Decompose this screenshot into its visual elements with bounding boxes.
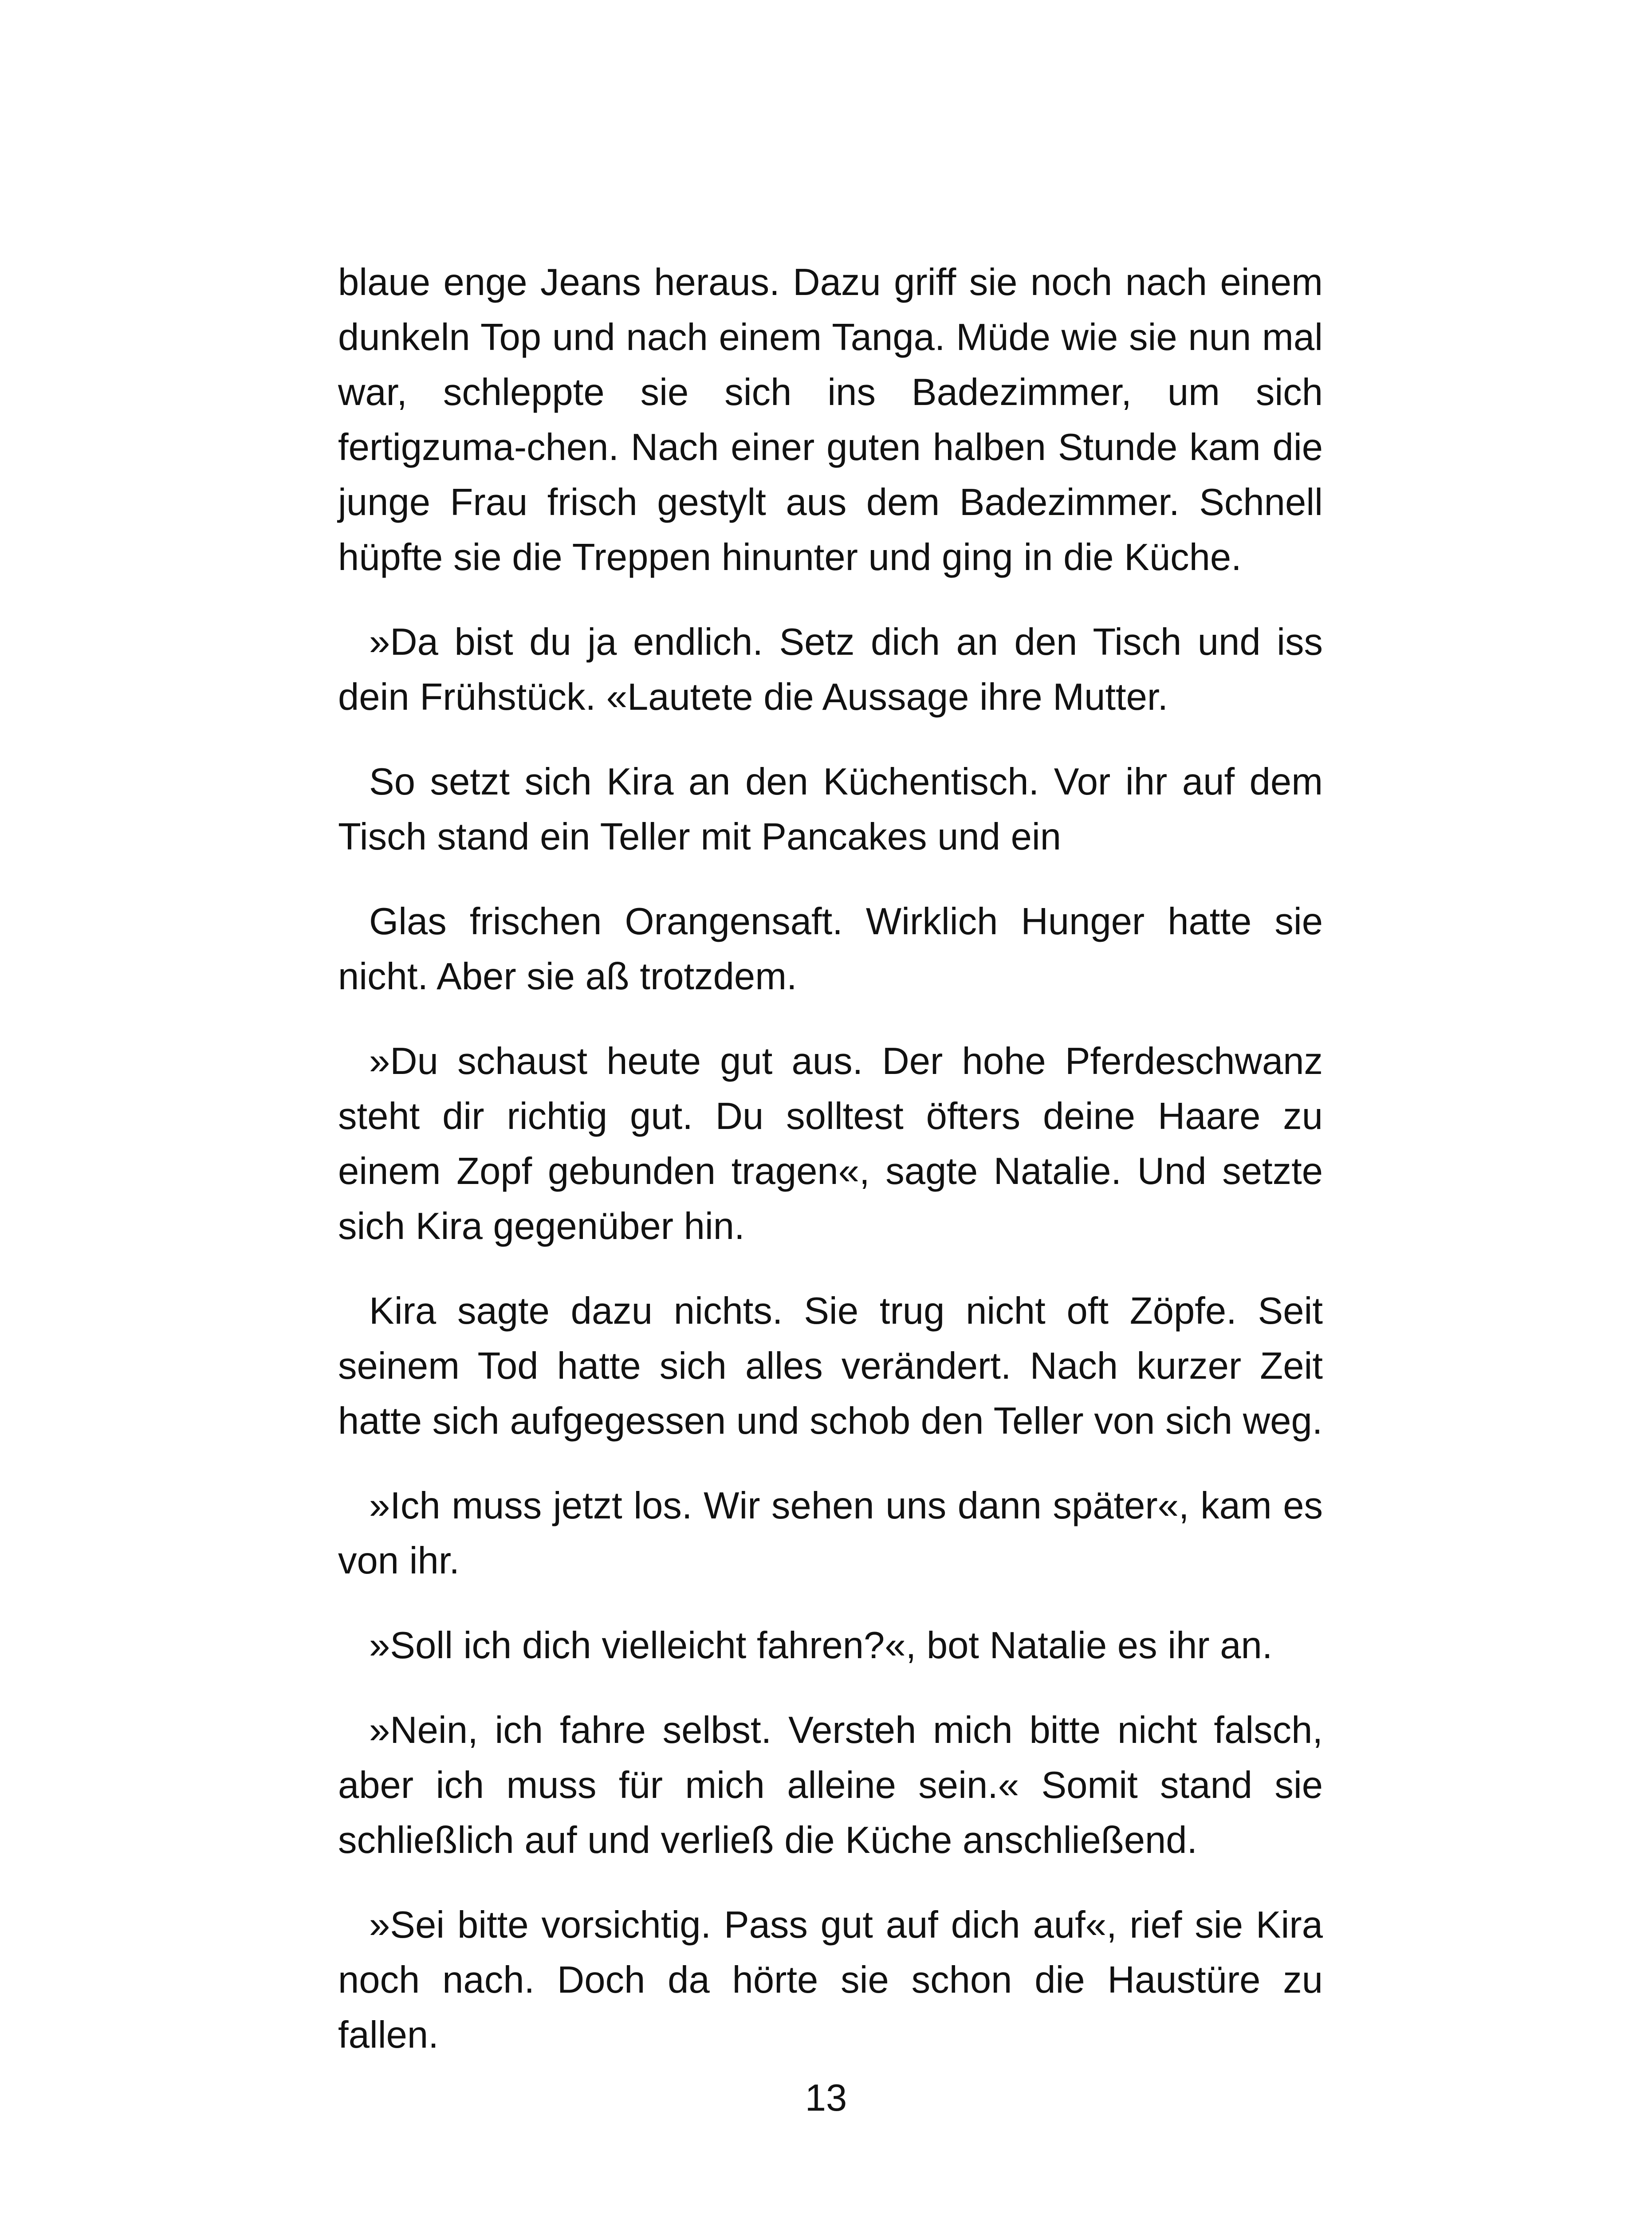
paragraph: So setzt sich Kira an den Küchentisch. Vor ihr auf dem Tisch stand ein Teller mit Pancakes und ein (338, 761, 1323, 858)
paragraph: »Du schaust heute gut aus. Der hohe Pferdeschwanz steht dir richtig gut. Du solltest öfters deine Haare zu einem Zopf gebunden tragen«, sagte Natalie. Und setzte sich Kira gegenüber hin. (338, 1040, 1323, 1247)
paragraph: »Sei bitte vorsichtig. Pass gut auf dich auf«, rief sie Kira noch nach. Doch da hörte sie schon die Haustüre zu fallen. (338, 1904, 1323, 2056)
paragraph: »Nein, ich fahre selbst. Versteh mich bitte nicht falsch, aber ich muss für mich alleine sein.« Somit stand sie schließlich auf und verließ die Küche anschließend. (338, 1709, 1323, 1861)
body-text (338, 255, 1323, 2092)
paragraph: »Ich muss jetzt los. Wir sehen uns dann später«, kam es von ihr. (338, 1485, 1323, 1582)
paragraph: Glas frischen Orangensaft. Wirklich Hunger hatte sie nicht. Aber sie aß trotzdem. (338, 901, 1323, 998)
paragraph: blaue enge Jeans heraus. Dazu griff sie noch nach einem dunkeln Top und nach einem Tanga. Müde wie sie nun mal war, schleppte sie sich ins Badezimmer, um sich fertigzuma-chen. Nach einer guten halben Stunde kam die junge Frau frisch gestylt aus dem Badezimmer. Schnell hüpfte sie die Treppen hinunter und ging in die Küche. (338, 261, 1323, 578)
paragraph: »Soll ich dich vielleicht fahren?«, bot Natalie es ihr an. (369, 1624, 1273, 1667)
paragraph: »Da bist du ja endlich. Setz dich an den Tisch und iss dein Frühstück. «Lautete die Aussage ihre Mutter. (338, 621, 1323, 718)
paragraph: Kira sagte dazu nichts. Sie trug nicht oft Zöpfe. Seit seinem Tod hatte sich alles verändert. Nach kurzer Zeit hatte sich aufgegessen und schob den Teller von sich weg. (338, 1290, 1323, 1442)
page-number: 13 (805, 2077, 847, 2119)
